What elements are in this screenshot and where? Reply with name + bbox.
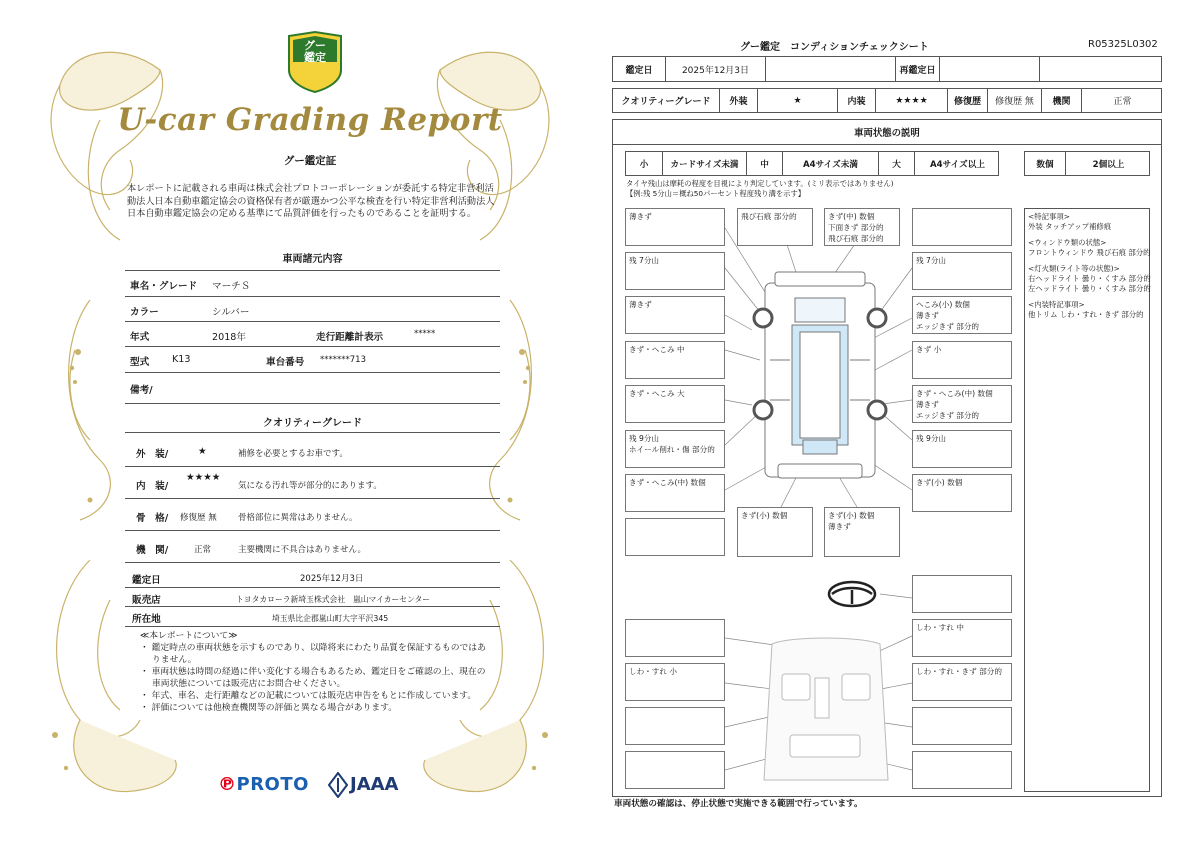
annotation-text: しわ・すれ・きず 部分的 (916, 667, 1002, 676)
annotation-text: きず・へこみ 中 (629, 345, 685, 354)
report-notes (140, 630, 490, 714)
redate-value (939, 57, 1039, 81)
quality-label: クオリティーグレード (621, 97, 711, 107)
frame-desc: 骨格部位に異常はありません。 (238, 513, 358, 523)
frame-label: 骨 格/ (136, 513, 169, 524)
annotation-text: しわ・すれ 小 (629, 667, 677, 676)
annotation-text: 薄きず (629, 212, 652, 221)
engine-desc: 主要機関に不具合はありません。 (238, 545, 367, 555)
specs-title: 車両諸元内容 (282, 254, 343, 265)
divider (125, 606, 500, 607)
repair-label: 修復歴 (947, 89, 987, 112)
note-line: <特記事項> (1028, 212, 1070, 221)
engine-value: 正常 (1081, 89, 1163, 112)
divider (125, 372, 500, 373)
annotation-box (912, 474, 1012, 512)
annotation-text: きず・へこみ(中) 数個 (629, 478, 706, 487)
count-label: 数個 (1036, 159, 1054, 170)
legend-small-desc: カードサイズ未満 (662, 152, 746, 175)
annotation-box (912, 208, 1012, 246)
annotation-box (912, 252, 1012, 290)
annotation-box (824, 208, 900, 246)
sheet-date-value: 2025年12月3日 (665, 57, 765, 81)
annotation-text: ホイール削れ・傷 部分的 (629, 445, 715, 454)
model-label: 車名・グレード (130, 281, 198, 292)
chassis-value: *******713 (320, 355, 366, 365)
certificate-intro: 本レポートに記載される車両は株式会社プロトコーポレーションが委託する特定非営利活動法人日本自動車鑑定協会の資格保有者が厳選かつ公平な検査を行い特定非営利活動法人日本自動車鑑定協会の定める基準にて品質評価を行ったものであることを証明する。 (127, 183, 495, 220)
redate-label: 再鑑定日 (895, 57, 939, 81)
annotation-text: 飛び石痕 部分的 (828, 234, 884, 243)
year-value: 2018年 (212, 332, 247, 343)
annotation-box (912, 341, 1012, 379)
annotation-text: エッジきず 部分的 (916, 411, 980, 420)
note-line: フロントウィンドウ 飛び石痕 部分的 (1028, 248, 1151, 257)
annotation-text: 残 7分山 (916, 256, 947, 265)
annotation-box (625, 208, 725, 246)
divider (125, 498, 500, 499)
condition-title: 車両状態の説明 (612, 119, 1162, 145)
annotation-text: 残 7分山 (629, 256, 660, 265)
divider (125, 562, 500, 563)
jaaa-logo (328, 772, 399, 798)
note-item: ・ 車両状態は時間の経過に伴い変化する場合もあるため、鑑定日をご確認の上、現在の車両状態については販売店にお問合せください。 (140, 667, 486, 689)
frame-grade: 修復歴 無 (180, 513, 217, 523)
dealer-value: トヨタカローラ新埼玉株式会社 嵐山マイカーセンター (236, 595, 431, 604)
tire-note (626, 179, 894, 199)
count-legend (1024, 151, 1150, 176)
divider (125, 270, 500, 271)
interior-label: 内 装/ (136, 481, 169, 492)
exterior-desc: 補修を必要とするお車です。 (238, 449, 348, 459)
notes-title: ≪本レポートについて≫ (140, 631, 238, 641)
goo-kantei-badge-text: グー 鑑定 (304, 39, 326, 64)
odometer-value: ***** (414, 329, 436, 339)
chassis-label: 車台番号 (266, 357, 305, 368)
divider (125, 587, 500, 588)
int-value: ★★★★ (875, 89, 947, 112)
tire-note-line: 【例:残 5分山＝概ね50パーセント程度残り溝を示す】 (626, 189, 806, 198)
annotation-box (625, 296, 725, 334)
empty-cell (1039, 57, 1163, 81)
color-label: カラー (130, 307, 159, 318)
proto-logo-text: PROTO (236, 774, 309, 795)
annotation-text: 薄きず (916, 400, 939, 409)
note-line: <ウィンドウ類の状態> (1028, 238, 1107, 247)
annotation-text: きず 小 (916, 345, 942, 354)
annotation-box (625, 252, 725, 290)
annotation-box (912, 575, 1012, 613)
note-line: 右ヘッドライト 曇り・くすみ 部分的 (1028, 274, 1151, 283)
annotation-box (625, 385, 725, 423)
annotation-text: へこみ(小) 数個 (916, 300, 970, 309)
report-title: U-car Grading Report (117, 102, 503, 138)
note-line: <内装特記事項> (1028, 300, 1085, 309)
annotation-text: 飛び石痕 部分的 (741, 212, 797, 221)
engine-label: 機 関/ (136, 545, 169, 556)
legend-large-desc: A4サイズ以上 (914, 152, 1000, 175)
annotation-box (824, 507, 900, 557)
jaaa-logo-text: JAAA (350, 774, 399, 795)
annotation-box (625, 619, 725, 657)
annotation-text: きず(小) 数個 (828, 511, 875, 520)
note-item: ・ 評価については他検査機関等の評価と異なる場合があります。 (140, 703, 398, 713)
sheet-code: R05325L0302 (1088, 39, 1158, 50)
odometer-label: 走行距離計表示 (316, 332, 384, 343)
sheet-date-label: 鑑定日 (625, 65, 653, 76)
jaaa-emblem-icon (328, 772, 348, 798)
proto-logo: ℗PROTO (218, 774, 309, 795)
note-line: 他トリム しわ・すれ・きず 部分的 (1028, 310, 1144, 319)
special-notes-panel (1024, 208, 1150, 792)
int-label: 内装 (837, 89, 875, 112)
annotation-box (737, 507, 813, 557)
annotation-text: きず(小) 数個 (916, 478, 963, 487)
color-value: シルバー (212, 307, 250, 318)
annotation-box (912, 751, 1012, 789)
engine-label: 機関 (1041, 89, 1081, 112)
annotation-text: エッジきず 部分的 (916, 322, 980, 331)
legend-large: 大 (878, 152, 914, 175)
sheet-title: グー鑑定 コンディションチェックシート (740, 42, 929, 53)
annotation-text: きず・へこみ(中) 数個 (916, 389, 993, 398)
annotation-text: 残 9分山 (916, 434, 947, 443)
certificate-heading: グー鑑定証 (283, 155, 337, 167)
note-item: ・ 鑑定時点の車両状態を示すものであり、以降将来にわたり品質を保証するものではありません。 (140, 643, 486, 665)
note-line: 外装 タッチアップ補修痕 (1028, 222, 1112, 231)
annotation-text: 残 9分山 (629, 434, 660, 443)
annotation-box (912, 663, 1012, 701)
remarks-label: 備考/ (130, 385, 153, 396)
divider (125, 346, 500, 347)
annotation-box (912, 430, 1012, 468)
exterior-grade: ★ (198, 446, 207, 457)
legend-small: 小 (639, 159, 649, 170)
annotation-box (625, 707, 725, 745)
date-label: 鑑定日 (132, 575, 161, 586)
divider (125, 466, 500, 467)
annotation-text: きず(中) 数個 (828, 212, 875, 221)
annotation-box (912, 385, 1012, 423)
model-value: マーチＳ (212, 281, 251, 292)
annotation-text: きず・へこみ 大 (629, 389, 685, 398)
note-line: 左ヘッドライト 曇り・くすみ 部分的 (1028, 284, 1151, 293)
ext-label: 外装 (719, 89, 757, 112)
ext-value: ★ (757, 89, 837, 112)
count-value: 2個以上 (1065, 152, 1151, 175)
annotation-text: 下面きず 部分的 (828, 223, 884, 232)
year-label: 年式 (130, 332, 150, 343)
exterior-label: 外 装/ (136, 449, 169, 460)
annotation-box (912, 707, 1012, 745)
quality-title: クオリティーグレード (263, 418, 362, 429)
annotation-text: 薄きず (828, 522, 851, 531)
annotation-box (625, 474, 725, 512)
address-value: 埼玉県比企郡嵐山町大字平沢345 (272, 614, 389, 623)
note-item: ・ 年式、車名、走行距離などの記載については販売店申告をもとに作成しています。 (140, 691, 477, 701)
size-legend (625, 151, 999, 176)
divider (125, 403, 500, 404)
repair-value: 修復歴 無 (987, 89, 1041, 112)
legend-medium: 中 (746, 152, 782, 175)
annotation-text: 薄きず (916, 311, 939, 320)
empty-cell (765, 57, 895, 81)
annotation-text: しわ・すれ 中 (916, 623, 964, 632)
date-value: 2025年12月3日 (300, 574, 364, 584)
annotation-box (625, 663, 725, 701)
divider (125, 321, 500, 322)
footer-note: 車両状態の確認は、停止状態で実施できる範囲で行っています。 (614, 799, 863, 809)
annotation-box (625, 430, 725, 468)
annotation-text: 薄きず (629, 300, 652, 309)
annotation-box (912, 619, 1012, 657)
type-value: K13 (172, 354, 191, 365)
quality-row (612, 88, 1162, 113)
annotation-box (912, 296, 1012, 334)
legend-medium-desc: A4サイズ未満 (782, 152, 878, 175)
divider (125, 432, 500, 433)
annotation-box (625, 341, 725, 379)
address-label: 所在地 (132, 614, 161, 625)
annotation-box (737, 208, 813, 246)
note-line: <灯火類(ライト等の状態)> (1028, 264, 1120, 273)
type-label: 型式 (130, 357, 150, 368)
annotation-box (625, 518, 725, 556)
date-row (612, 56, 1162, 82)
divider (125, 530, 500, 531)
divider (125, 626, 500, 627)
engine-grade: 正常 (194, 545, 212, 555)
tire-note-line: タイヤ残山は摩耗の程度を目視により判定しています。(ミリ表示ではありません) (626, 179, 894, 188)
divider (125, 296, 500, 297)
dealer-label: 販売店 (132, 595, 161, 606)
interior-grade: ★★★★ (186, 472, 221, 483)
annotation-box (625, 751, 725, 789)
annotation-text: きず(小) 数個 (741, 511, 788, 520)
interior-desc: 気になる汚れ等が部分的にあります。 (238, 481, 382, 491)
